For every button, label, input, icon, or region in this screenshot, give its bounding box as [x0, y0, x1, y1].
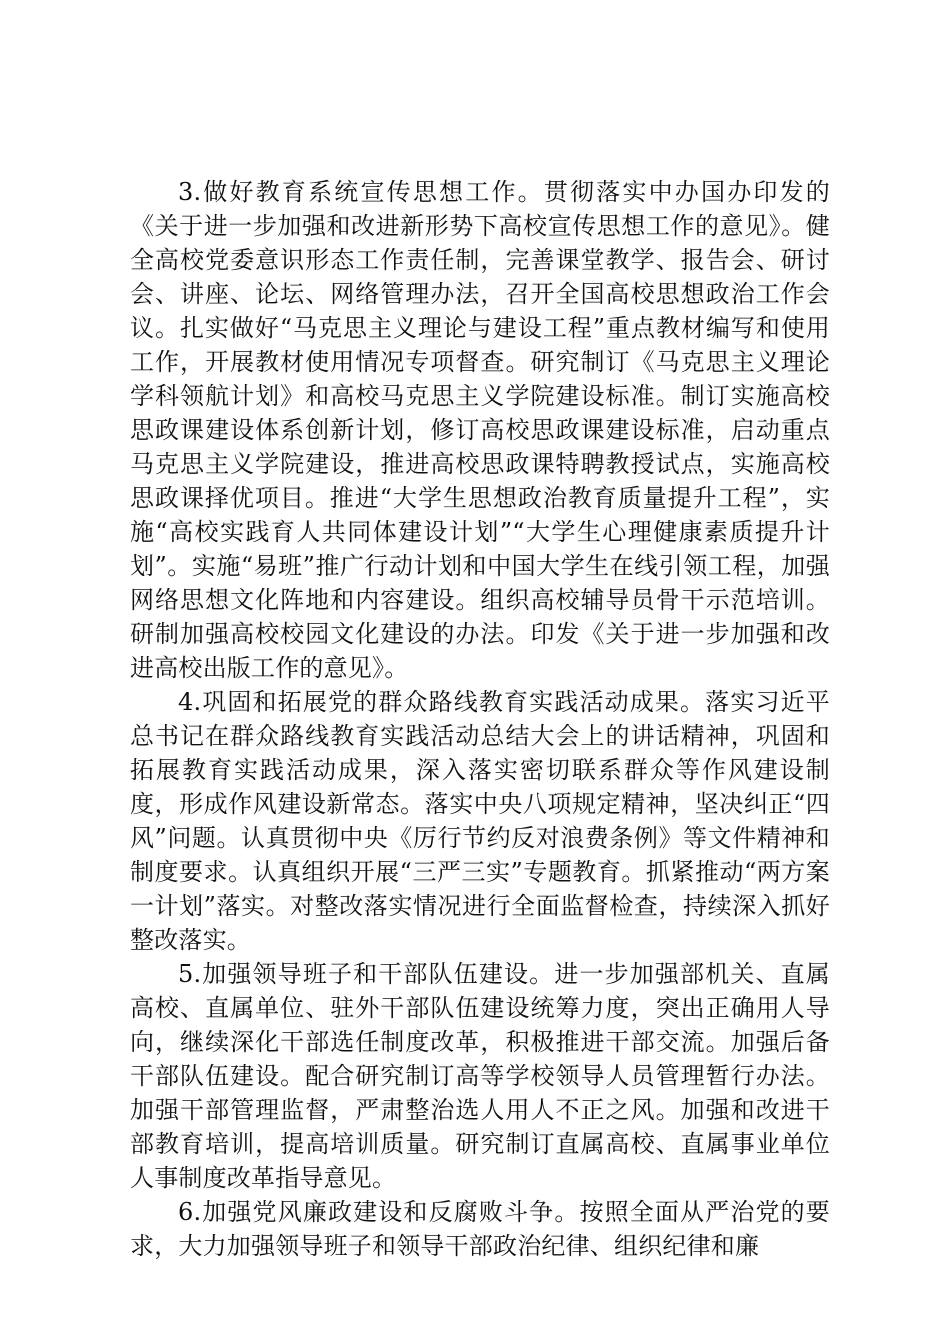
paragraph-cadre-building: 5.加强领导班子和干部队伍建设。进一步加强部机关、直属高校、直属单位、驻外干部队伍建设统筹力度，突出正确用人导向，继续深化干部选任制度改革，积极推进干部交流。加强后备干部队伍建设。配合研究制订高等学校领导人员管理暂行办法。加强干部管理监督，严肃整治选人用人不正之风。加强和改进干部教育培训，提高培训质量。研究制订直属高校、直属事业单位人事制度改革指导意见。 [130, 960, 830, 1192]
paragraph-propaganda-work: 3.做好教育系统宣传思想工作。贯彻落实中办国办印发的《关于进一步加强和改进新形势下高校宣传思想工作的意见》。健全高校党委意识形态工作责任制，完善课堂教学、报告会、研讨会、讲座、论坛、网络管理办法，召开全国高校思想政治工作会议。扎实做好“马克思主义理论与建设工程”重点教材编写和使用工作，开展教材使用情况专项督查。研究制订《马克思主义理论学科领航计划》和高校马克思主义学院建设标准。制订实施高校思政课建设体系创新计划，修订高校思政课建设标准，启动重点马克思主义学院建设，推进高校思政课特聘教授试点，实施高校思政课择优项目。推进“大学生思想政治教育质量提升工程”，实施“高校实践育人共同体建设计划”“大学生心理健康素质提升计划”。实施“易班”推广行动计划和中国大学生在线引领工程，加强网络思想文化阵地和内容建设。组织高校辅导员骨干示范培训。研制加强高校校园文化建设的办法。印发《关于进一步加强和改进高校出版工作的意见》。 [130, 178, 830, 682]
document-body [130, 175, 830, 1263]
paragraph-mass-line-campaign: 4.巩固和拓展党的群众路线教育实践活动成果。落实习近平总书记在群众路线教育实践活动总结大会上的讲话精神，巩固和拓展教育实践活动成果，深入落实密切联系群众等作风建设制度，形成作风建设新常态。落实中央八项规定精神，坚决纠正“四风”问题。认真贯彻中央《厉行节约反对浪费条例》等文件精神和制度要求。认真组织开展“三严三实”专题教育。抓紧推动“两方案一计划”落实。对整改落实情况进行全面监督检查，持续深入抓好整改落实。 [130, 688, 830, 954]
paragraph-anti-corruption: 6.加强党风廉政建设和反腐败斗争。按照全面从严治党的要求，大力加强领导班子和领导干部政治纪律、组织纪律和廉 [130, 1198, 830, 1260]
